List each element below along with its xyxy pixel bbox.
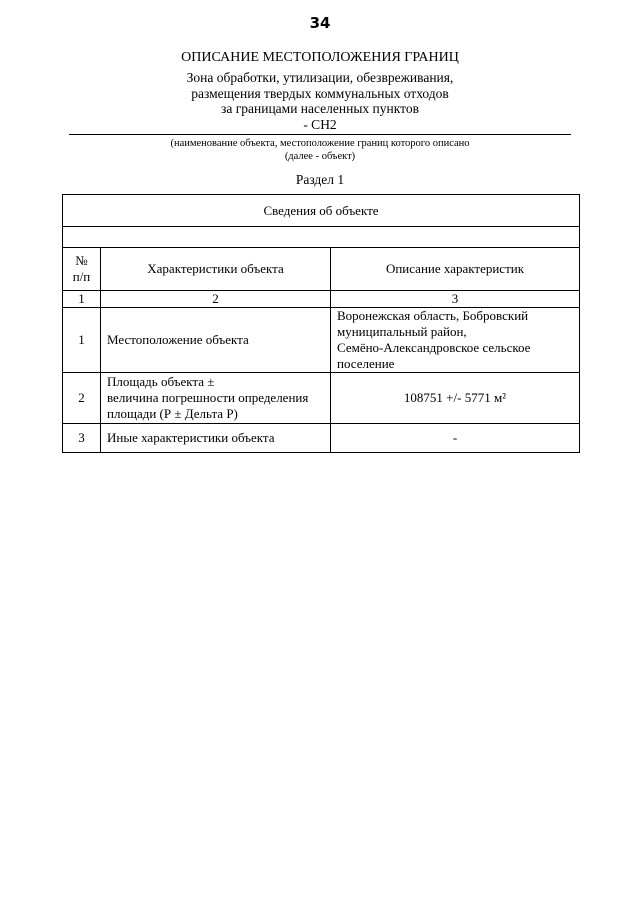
caption-line: (наименование объекта, местоположение границ которого описано [170, 138, 470, 149]
object-name-line: Зона обработки, утилизации, обезвреживания, [186, 70, 454, 85]
object-name-line: - СН2 [303, 116, 337, 132]
page-number: 34 [309, 14, 331, 32]
object-info-table [62, 194, 580, 453]
section-title: Раздел 1 [295, 172, 345, 187]
object-name-line: за границами населенных пунктов [221, 101, 419, 117]
table-row [63, 424, 580, 453]
object-name-line: размещения твердых коммунальных отходов [191, 85, 449, 101]
table-column-number-row [63, 291, 580, 308]
object-name [0, 70, 640, 132]
row-description [331, 308, 580, 373]
column-header-number: № п/п [63, 248, 101, 291]
document-title: ОПИСАНИЕ МЕСТОПОЛОЖЕНИЯ ГРАНИЦ [181, 50, 459, 65]
row-number: 1 [63, 308, 101, 373]
row-number: 2 [63, 373, 101, 424]
table-heading: Сведения об объекте [63, 195, 580, 227]
row-characteristic: Иные характеристики объекта [101, 424, 331, 453]
column-header-characteristics: Характеристики объекта [101, 248, 331, 291]
description-line: Воронежская область, Бобровский [337, 308, 529, 323]
table-row [63, 373, 580, 424]
row-description: - [331, 424, 580, 453]
description-line: поселение [337, 356, 395, 371]
characteristic-line: площади (Р ± Дельта Р) [107, 406, 238, 421]
characteristic-line: величина погрешности определения [107, 390, 309, 405]
column-header-description: Описание характеристик [331, 248, 580, 291]
description-line: Семёно-Александровское сельское [337, 340, 531, 355]
empty-cell [63, 227, 580, 248]
table-heading-row [63, 195, 580, 227]
row-characteristic [101, 373, 331, 424]
column-number: 1 [63, 291, 101, 308]
table-empty-row [63, 227, 580, 248]
column-number: 2 [101, 291, 331, 308]
characteristic-line: Площадь объекта ± [107, 374, 215, 389]
row-number: 3 [63, 424, 101, 453]
caption-line: (далее - объект) [284, 151, 356, 162]
object-caption [0, 137, 640, 163]
description-line: муниципальный район, [337, 324, 467, 339]
row-description: 108751 +/- 5771 м² [331, 373, 580, 424]
column-number: 3 [331, 291, 580, 308]
underline-rule [69, 134, 571, 135]
table-row [63, 308, 580, 373]
table-column-header-row [63, 248, 580, 291]
row-characteristic: Местоположение объекта [101, 308, 331, 373]
